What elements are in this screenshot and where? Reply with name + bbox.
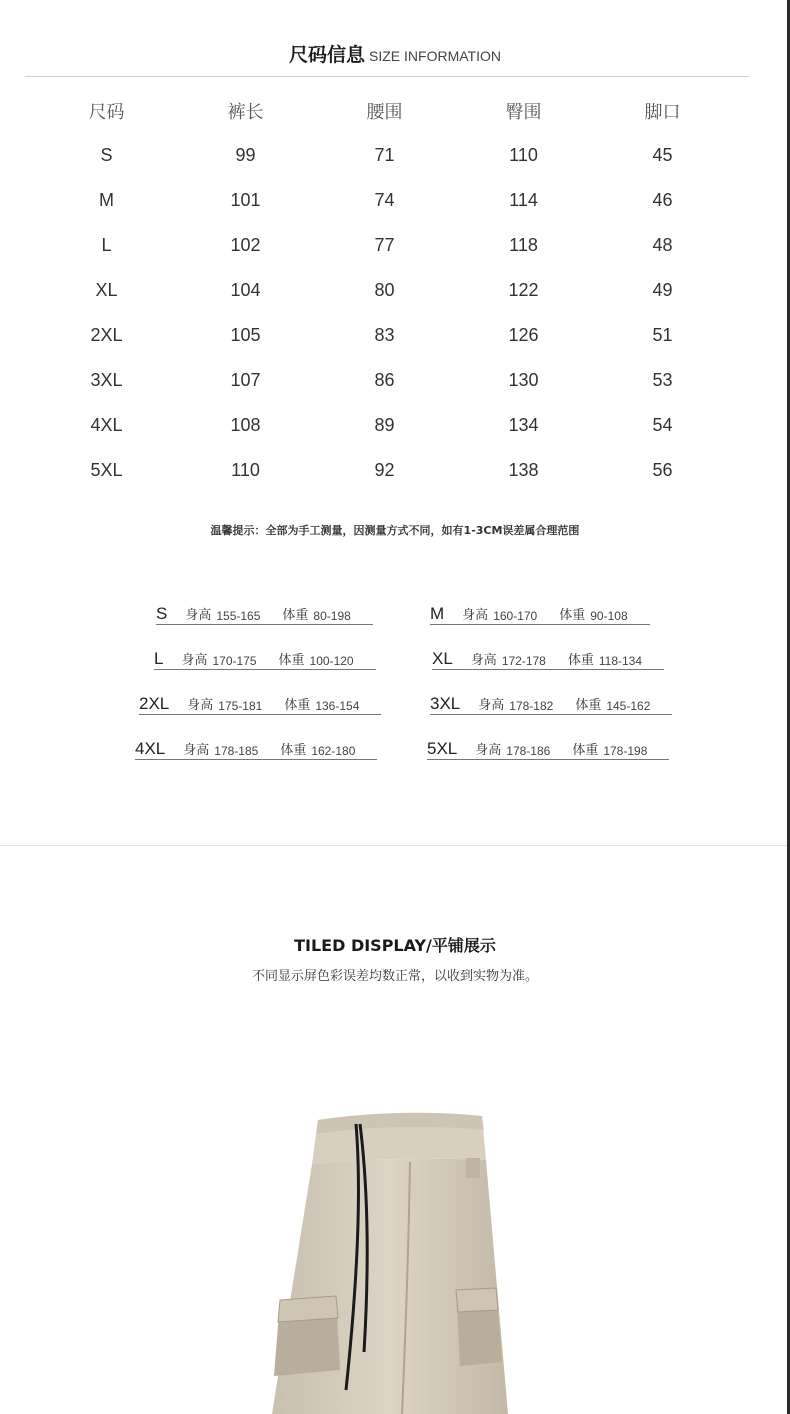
title-en: SIZE INFORMATION — [369, 48, 501, 64]
height-range: 160-170 — [493, 609, 538, 623]
height-range: 178-185 — [214, 744, 259, 758]
table-cell: 134 — [508, 415, 539, 435]
height-range: 175-181 — [218, 699, 263, 713]
fit-size: 5XL — [427, 739, 458, 758]
height-range: 178-186 — [506, 744, 551, 758]
table-row — [37, 313, 732, 358]
size-table — [37, 88, 732, 493]
fit-guide-entry — [156, 596, 373, 625]
table-cell: 104 — [230, 280, 261, 300]
table-cell: 107 — [230, 370, 261, 390]
weight-range: 145-162 — [606, 699, 651, 713]
height-label: 身高 — [478, 698, 505, 713]
height-range: 170-175 — [212, 654, 257, 668]
table-cell: 118 — [509, 235, 538, 255]
table-cell: 77 — [374, 235, 395, 255]
left-pocket-flap — [278, 1296, 338, 1322]
title-divider — [25, 76, 749, 77]
weight-range: 118-134 — [598, 654, 643, 668]
height-label: 身高 — [187, 698, 214, 713]
table-cell: 122 — [508, 280, 539, 300]
height-label: 身高 — [470, 653, 497, 668]
weight-range: 162-180 — [311, 744, 356, 758]
height-label: 身高 — [475, 743, 502, 758]
table-header-row — [37, 88, 732, 133]
weight-range: 178-198 — [603, 744, 648, 758]
fit-guide-entry — [139, 686, 381, 715]
fit-guide-row — [0, 596, 790, 626]
table-row — [37, 448, 732, 493]
table-cell: 99 — [235, 145, 256, 165]
height-range: 155-165 — [216, 609, 261, 623]
height-label: 身高 — [183, 743, 210, 758]
column-header: 裤长 — [227, 101, 264, 123]
table-cell: 48 — [652, 235, 673, 255]
fit-guide-entry — [430, 596, 650, 625]
column-header: 臀围 — [505, 101, 542, 123]
table-cell: 101 — [230, 190, 261, 210]
weight-range: 100-120 — [309, 654, 354, 668]
pants-body — [272, 1159, 508, 1414]
table-cell: 80 — [374, 280, 395, 300]
weight-label: 体重 — [284, 698, 311, 713]
weight-label: 体重 — [567, 653, 594, 668]
weight-range: 80-198 — [313, 609, 351, 623]
height-label: 身高 — [185, 608, 212, 623]
fit-size: 3XL — [430, 694, 461, 713]
table-cell: 110 — [509, 145, 538, 165]
table-row — [37, 403, 732, 448]
weight-label: 体重 — [280, 743, 307, 758]
table-cell: 130 — [508, 370, 539, 390]
table-cell: 56 — [652, 460, 673, 480]
table-cell: 92 — [374, 460, 395, 480]
table-row — [37, 178, 732, 223]
fit-size: S — [156, 604, 168, 623]
table-cell: 51 — [652, 325, 673, 345]
table-cell: 102 — [230, 235, 261, 255]
table-cell: 114 — [509, 190, 538, 210]
table-cell: S — [100, 145, 113, 165]
weight-label: 体重 — [278, 653, 305, 668]
title-zh: 尺码信息 — [289, 44, 366, 66]
table-row — [37, 268, 732, 313]
pants-product-photo — [260, 1100, 540, 1414]
fit-size: 2XL — [139, 694, 170, 713]
measurement-note: 温馨提示：全部为手工测量，因测量方式不同，如有1-3CM误差属合理范围 — [210, 524, 580, 537]
table-cell: 105 — [230, 325, 261, 345]
section-divider — [0, 845, 787, 846]
table-cell: 53 — [652, 370, 673, 390]
weight-label: 体重 — [559, 608, 586, 623]
side-tab — [466, 1158, 480, 1178]
table-cell: 110 — [231, 460, 260, 480]
table-cell: 86 — [374, 370, 395, 390]
table-cell: 45 — [652, 145, 673, 165]
fit-size: XL — [432, 649, 453, 668]
table-row — [37, 358, 732, 403]
table-row — [37, 133, 732, 178]
table-cell: 49 — [652, 280, 673, 300]
table-cell: 74 — [374, 190, 395, 210]
weight-label: 体重 — [572, 743, 599, 758]
table-cell: 138 — [508, 460, 539, 480]
table-cell: M — [99, 190, 114, 210]
table-cell: XL — [95, 280, 118, 300]
table-cell: 89 — [374, 415, 395, 435]
weight-range: 136-154 — [315, 699, 360, 713]
fit-guide-row — [0, 731, 790, 761]
weight-range: 90-108 — [590, 609, 628, 623]
height-label: 身高 — [462, 608, 489, 623]
fit-guide-entry — [432, 641, 664, 670]
weight-label: 体重 — [575, 698, 602, 713]
fit-guide-row — [0, 686, 790, 716]
table-cell: 3XL — [90, 370, 123, 390]
table-cell: 126 — [508, 325, 539, 345]
tiled-display-title: TILED DISPLAY/平铺展示 — [294, 936, 496, 955]
table-row — [37, 223, 732, 268]
table-cell: 4XL — [90, 415, 123, 435]
fit-guide-entry — [427, 731, 669, 760]
fit-size: 4XL — [135, 739, 166, 758]
table-cell: 5XL — [90, 460, 123, 480]
right-pocket-flap — [456, 1288, 498, 1312]
table-cell: L — [101, 235, 112, 255]
table-cell: 83 — [374, 325, 395, 345]
column-header: 尺码 — [88, 101, 125, 123]
fit-guide-row — [0, 641, 790, 671]
height-label: 身高 — [181, 653, 208, 668]
column-header: 腰围 — [366, 101, 403, 123]
table-cell: 2XL — [90, 325, 123, 345]
weight-label: 体重 — [282, 608, 309, 623]
tiled-display-subtitle: 不同显示屏色彩误差均数正常，以收到实物为准。 — [251, 969, 538, 984]
fit-guide-entry — [154, 641, 376, 670]
size-info-title — [0, 40, 790, 67]
table-cell: 71 — [374, 145, 395, 165]
height-range: 172-178 — [501, 654, 546, 668]
table-cell: 54 — [652, 415, 673, 435]
fit-guide-entry — [135, 731, 377, 760]
fit-size: M — [430, 604, 445, 623]
height-range: 178-182 — [509, 699, 554, 713]
table-cell: 46 — [652, 190, 673, 210]
fit-size: L — [154, 649, 164, 668]
table-cell: 108 — [230, 415, 261, 435]
fit-guide-entry — [430, 686, 672, 715]
column-header: 脚口 — [644, 101, 681, 123]
